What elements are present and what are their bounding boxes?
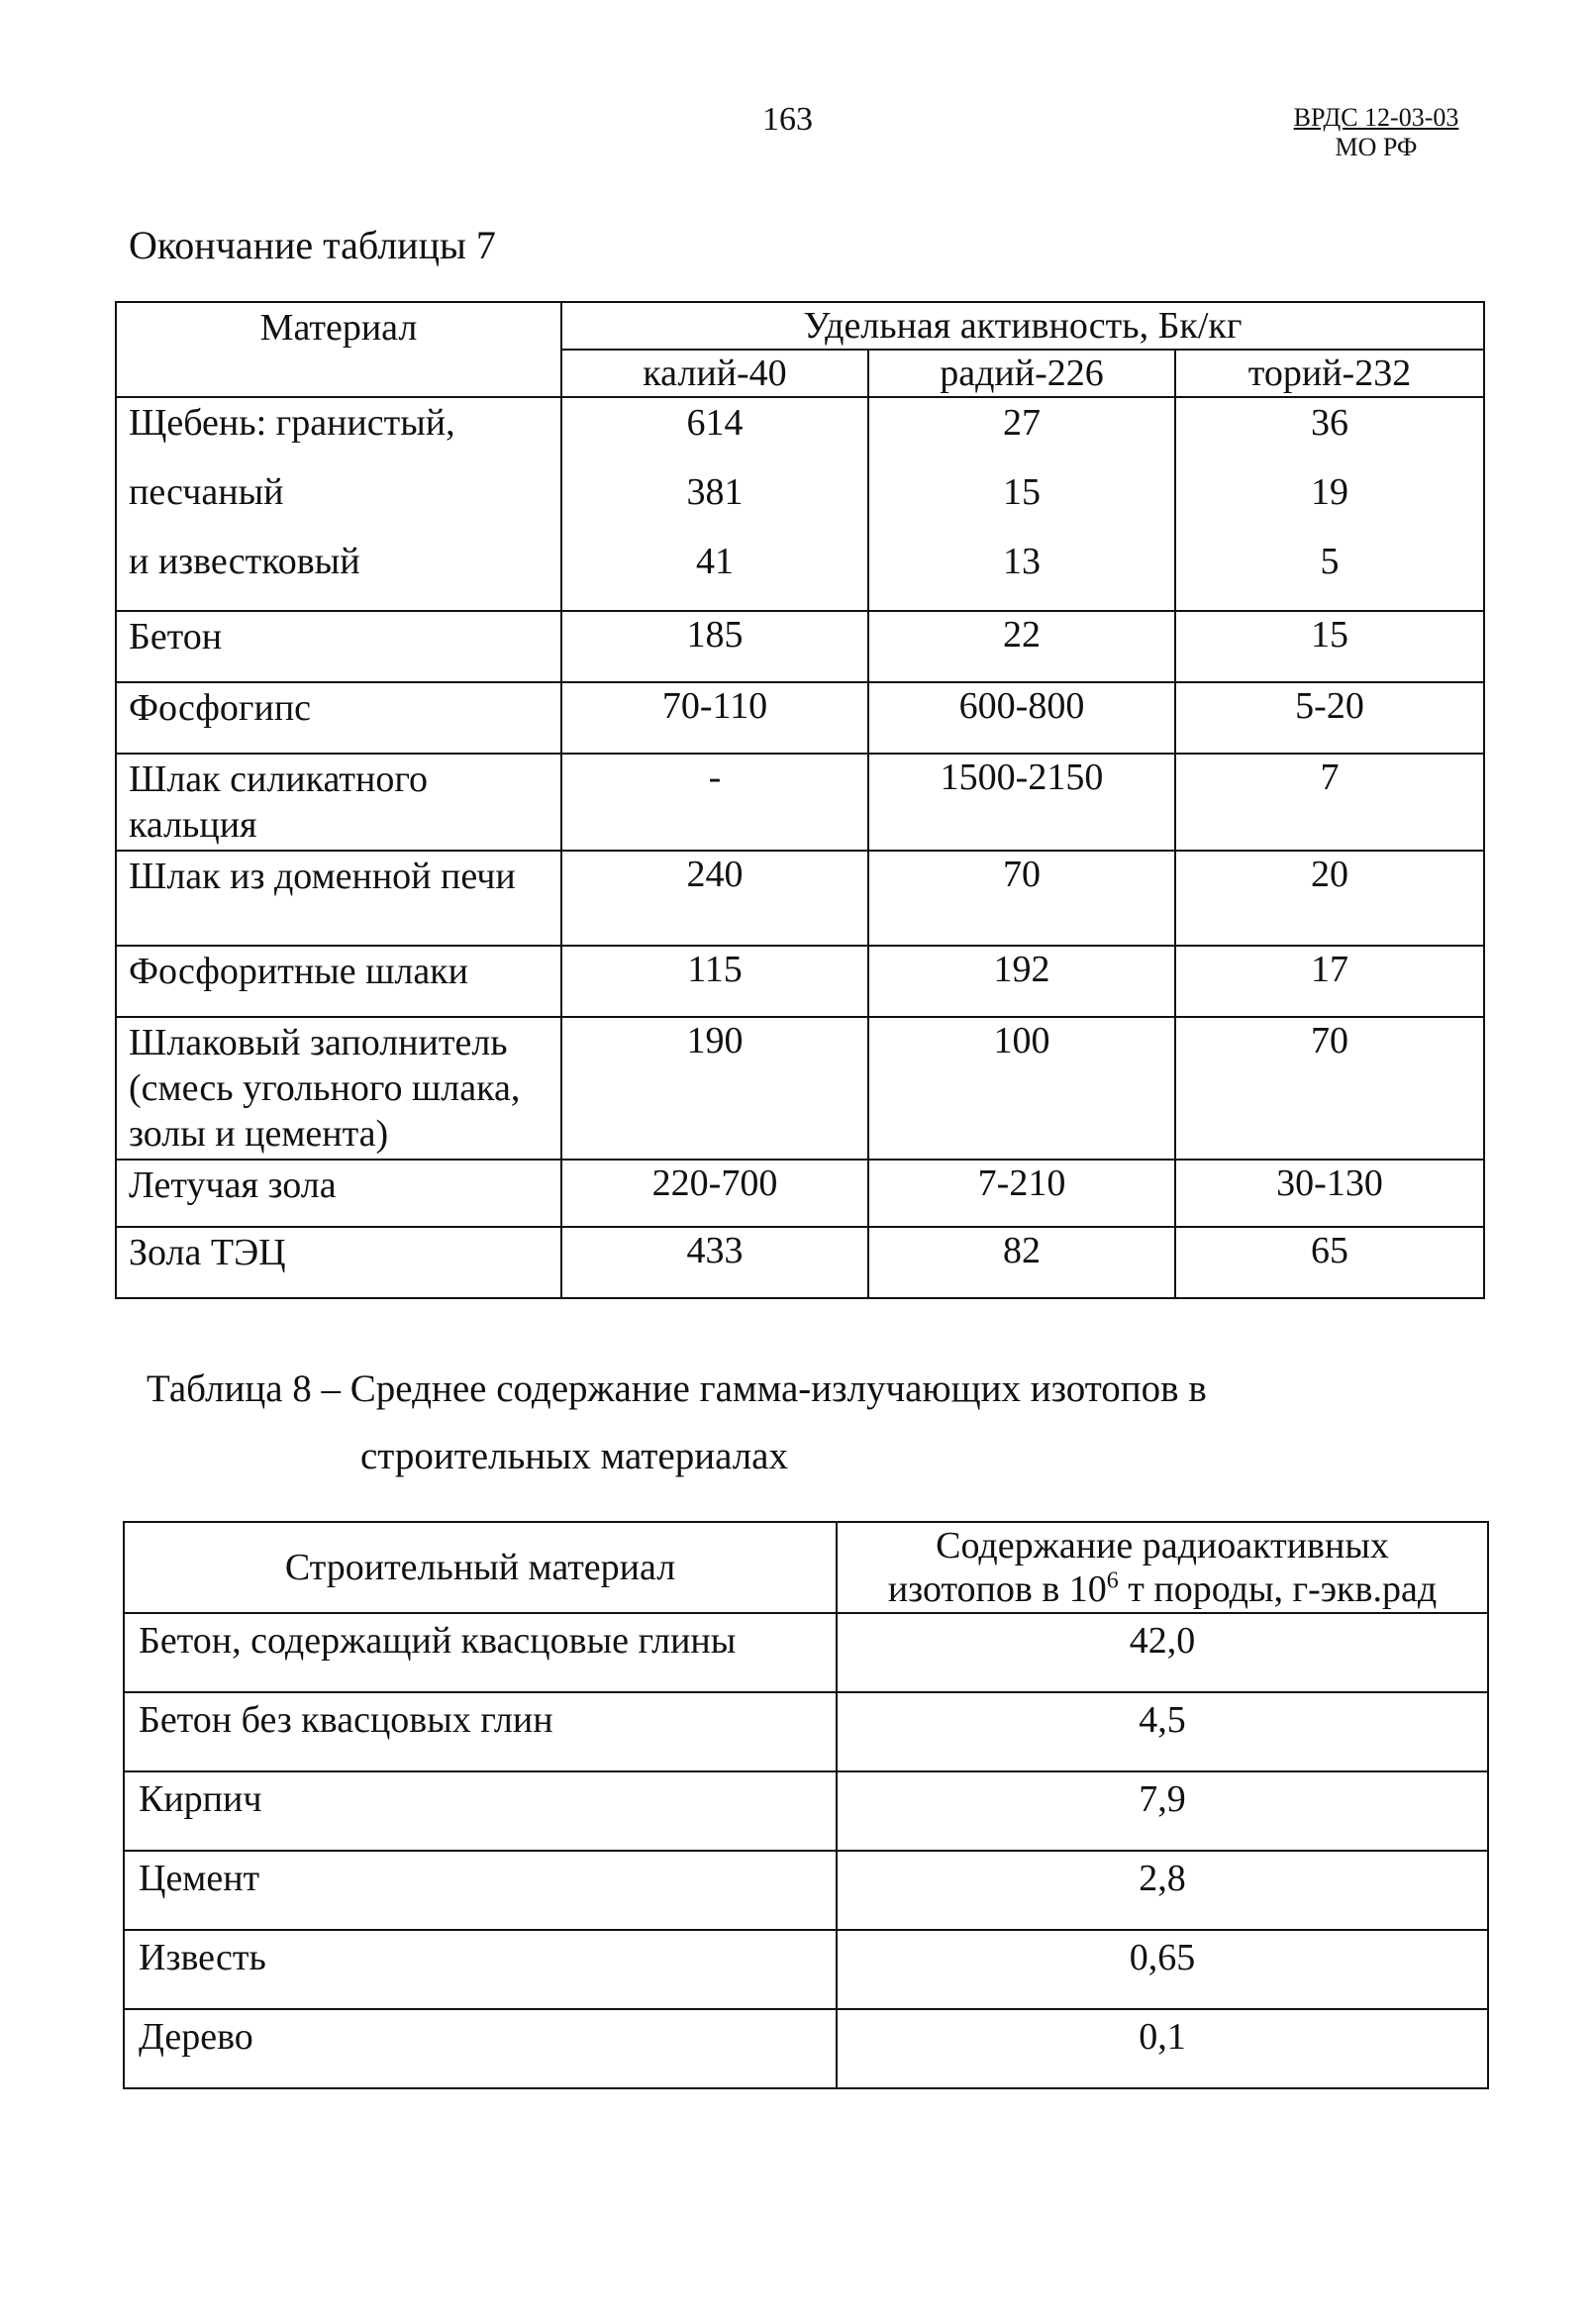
table-row — [116, 946, 1484, 1017]
table-cell-k40: 185 — [561, 611, 868, 682]
table-row — [124, 1930, 1488, 2009]
table8-header-content-line2b: т породы, г-экв.рад — [1118, 1568, 1438, 1610]
table-cell-th232: 17 — [1175, 946, 1484, 1017]
value: 15 — [1003, 471, 1041, 513]
table-cell-material: Бетон без квасцовых глин — [124, 1692, 837, 1771]
table7-caption: Окончание таблицы 7 — [129, 223, 496, 267]
table-cell-value: 0,65 — [837, 1930, 1488, 2009]
value: 13 — [1003, 541, 1041, 582]
table-cell-material: Кирпич — [124, 1771, 837, 1851]
material-name: песчаный — [129, 471, 284, 513]
table-cell-value: 0,1 — [837, 2009, 1488, 2088]
table-row — [116, 851, 1484, 946]
page-number: 163 — [762, 101, 813, 138]
table-cell-k40: - — [561, 754, 868, 851]
table-cell-th232: 30-130 — [1175, 1160, 1484, 1227]
value: 27 — [1003, 402, 1041, 444]
document-code-number: ВРДС 12-03-03 — [1293, 103, 1459, 132]
table-cell-k40: 240 — [561, 851, 868, 946]
table-cell-k40: 190 — [561, 1017, 868, 1160]
table-cell-material: Бетон — [116, 611, 561, 682]
table-cell-material: Фосфоритные шлаки — [116, 946, 561, 1017]
table-cell-ra226: 82 — [868, 1227, 1175, 1298]
table8-header-material: Строительный материал — [124, 1522, 837, 1613]
table-cell-k40: 115 — [561, 946, 868, 1017]
material-name: и известковый — [129, 541, 360, 582]
table8-caption-line2: строительных материалах — [360, 1435, 788, 1477]
table-row — [124, 1851, 1488, 1930]
document-organization: МО РФ — [1335, 133, 1418, 161]
value: 19 — [1311, 471, 1348, 513]
table-cell-ra226: 70 — [868, 851, 1175, 946]
document-code — [1277, 103, 1475, 162]
table8 — [123, 1521, 1489, 2089]
table-cell-ra226: 192 — [868, 946, 1175, 1017]
table-cell-th232: 7 — [1175, 754, 1484, 851]
table-cell-material: Фосфогипс — [116, 682, 561, 754]
table-cell-k40: 433 — [561, 1227, 868, 1298]
table-row — [124, 1613, 1488, 1692]
table-cell-th232: 65 — [1175, 1227, 1484, 1298]
table-cell-value: 4,5 — [837, 1692, 1488, 1771]
table-cell-ra226: 7-210 — [868, 1160, 1175, 1227]
table-cell-k40 — [561, 397, 868, 611]
table-row — [116, 1227, 1484, 1298]
table7-header-group: Удельная активность, Бк/кг — [561, 302, 1484, 350]
table-cell-material: Дерево — [124, 2009, 837, 2088]
value: 5 — [1320, 541, 1340, 582]
table-cell-th232: 20 — [1175, 851, 1484, 946]
table-cell-material: Шлаковый заполнитель (смесь угольного шлака, золы и цемента) — [116, 1017, 561, 1160]
table-cell-value: 42,0 — [837, 1613, 1488, 1692]
table-cell-material — [116, 397, 561, 611]
table-row — [116, 611, 1484, 682]
table-cell-k40: 220-700 — [561, 1160, 868, 1227]
table-cell-material: Шлак из доменной печи — [116, 851, 561, 946]
table8-header-content-line2a: изотопов в 10 — [887, 1568, 1107, 1610]
table8-header-content — [837, 1522, 1488, 1613]
table7-header-ra226: радий-226 — [868, 350, 1175, 397]
value: 36 — [1311, 402, 1348, 444]
table-row — [124, 1771, 1488, 1851]
table7-header-k40: калий-40 — [561, 350, 868, 397]
table-row — [116, 1160, 1484, 1227]
table-row — [124, 1692, 1488, 1771]
table-cell-material: Бетон, содержащий квасцовые глины — [124, 1613, 837, 1692]
value: 381 — [686, 471, 744, 513]
material-name: Щебень: гранистый, — [129, 402, 455, 444]
table8-header-exponent: 6 — [1106, 1567, 1119, 1594]
value: 41 — [696, 541, 734, 582]
table-cell-value: 2,8 — [837, 1851, 1488, 1930]
table-cell-material: Зола ТЭЦ — [116, 1227, 561, 1298]
table-cell-th232: 5-20 — [1175, 682, 1484, 754]
table-cell-material: Цемент — [124, 1851, 837, 1930]
table8-header-content-line1: Содержание радиоактивных — [936, 1525, 1389, 1566]
table-row — [124, 2009, 1488, 2088]
table-cell-th232 — [1175, 397, 1484, 611]
table-row — [116, 754, 1484, 851]
table7 — [115, 301, 1485, 1299]
table-row — [116, 397, 1484, 611]
table7-header-th232: торий-232 — [1175, 350, 1484, 397]
table-cell-material: Шлак силикатного кальция — [116, 754, 561, 851]
table-cell-k40: 70-110 — [561, 682, 868, 754]
table-cell-ra226: 600-800 — [868, 682, 1175, 754]
table-cell-material: Летучая зола — [116, 1160, 561, 1227]
table-row — [116, 682, 1484, 754]
table8-caption — [147, 1366, 1434, 1479]
table-cell-ra226 — [868, 397, 1175, 611]
table-cell-value: 7,9 — [837, 1771, 1488, 1851]
table-cell-ra226: 22 — [868, 611, 1175, 682]
table-cell-ra226: 1500-2150 — [868, 754, 1175, 851]
table8-caption-line1: Таблица 8 – Среднее содержание гамма-излучающих изотопов в — [147, 1367, 1207, 1410]
table-cell-ra226: 100 — [868, 1017, 1175, 1160]
table7-header-material: Материал — [116, 302, 561, 397]
table-cell-th232: 70 — [1175, 1017, 1484, 1160]
table-cell-material: Известь — [124, 1930, 837, 2009]
table-cell-th232: 15 — [1175, 611, 1484, 682]
table-row — [116, 1017, 1484, 1160]
value: 614 — [686, 402, 744, 444]
